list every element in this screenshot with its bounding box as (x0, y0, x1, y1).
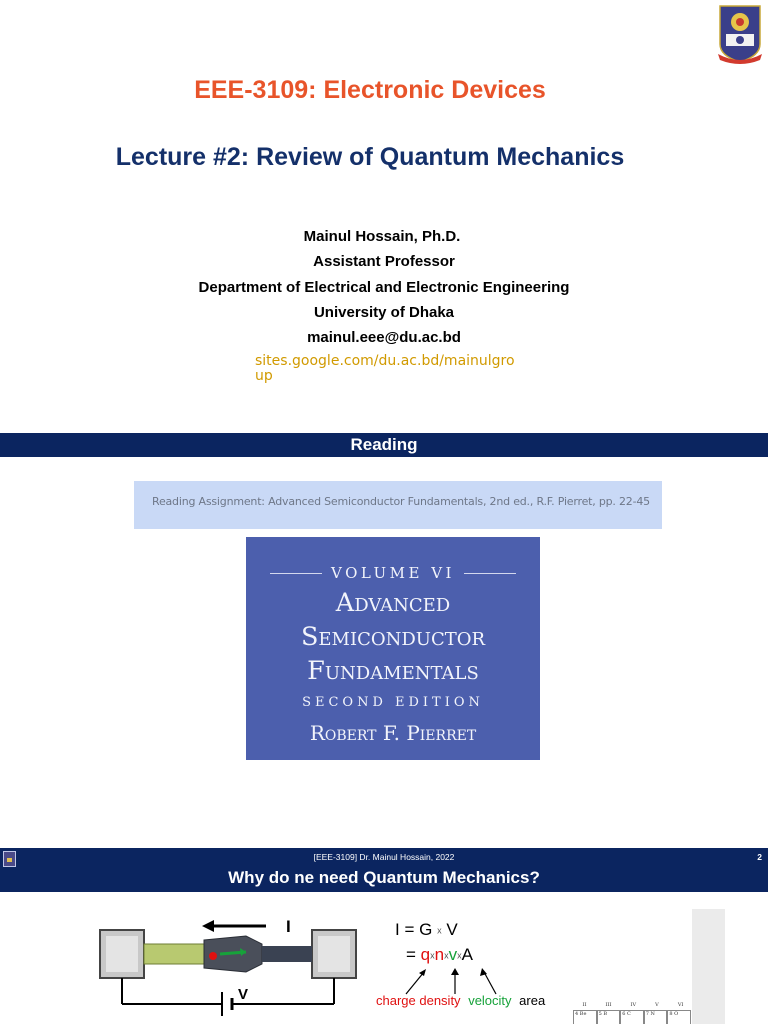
website-link[interactable]: sites.google.com/du.ac.bd/mainulgroup (255, 353, 515, 384)
eq-conductance: G (419, 920, 433, 939)
label-area: area (519, 993, 546, 1008)
page-number: 2 (757, 852, 762, 862)
author-name: Mainul Hossain, Ph.D. (303, 228, 461, 245)
book-title-line: Advanced (335, 588, 451, 618)
eq-area: A (461, 945, 473, 964)
reading-assignment-box (134, 481, 662, 529)
eq-equals: = (404, 920, 415, 939)
equation-arrows (400, 966, 510, 996)
group-label: IV (630, 1002, 637, 1008)
eq-equals: = (406, 945, 416, 964)
group-label: VI (677, 1002, 684, 1008)
book-edition: SECOND EDITION (302, 695, 484, 710)
book-volume-row (246, 564, 540, 584)
book-volume: VOLUME VI (331, 564, 455, 582)
label-velocity: velocity (468, 993, 512, 1008)
periodic-table-row (573, 1010, 691, 1024)
equation-line-1 (395, 920, 458, 940)
element-cell: 4 Be (573, 1011, 597, 1024)
eq-times: x (437, 925, 442, 936)
slide2-title: Why do ne need Quantum Mechanics? (228, 868, 540, 887)
eq-times: x (457, 950, 462, 961)
eq-voltage: V (446, 920, 458, 939)
author-email[interactable]: mainul.eee@du.ac.bd (307, 329, 461, 347)
eq-times: x (444, 950, 449, 961)
voltage-label: V (238, 986, 249, 1003)
element-cell: 5 B (597, 1011, 621, 1024)
group-label: III (605, 1002, 612, 1008)
side-image-panel (692, 909, 725, 1024)
element-cell: 6 C (620, 1011, 644, 1024)
book-title-line: Fundamentals (307, 656, 479, 686)
book-title-line: Semiconductor (300, 622, 486, 652)
lecture-title: Lecture #2: Review of Quantum Mechanics (115, 143, 625, 171)
periodic-table-groups (573, 1002, 693, 1008)
eq-current: I (395, 920, 400, 939)
course-title: EEE-3109: Electronic Devices (194, 76, 546, 104)
slide-footer: [EEE-3109] Dr. Mainul Hossain, 2022 (313, 852, 455, 862)
author-department: Department of Electrical and Electronic Engineering (198, 278, 570, 296)
author-position: Assistant Professor (313, 253, 455, 271)
eq-velocity: v (448, 945, 458, 964)
label-charge-density: charge density (376, 993, 461, 1008)
author-info (0, 227, 768, 353)
eq-charge: q (420, 945, 431, 964)
current-label: I (286, 917, 291, 936)
eq-times: x (430, 950, 435, 961)
book-author: Robert F. Pierret (309, 721, 477, 745)
author-university: University of Dhaka (313, 303, 455, 321)
nanowire-circuit-diagram (96, 912, 360, 1024)
equation-line-2 (406, 945, 473, 965)
element-cell: 8 O (667, 1011, 691, 1024)
group-label: II (582, 1002, 587, 1008)
equation-labels (376, 993, 549, 1008)
reading-assignment-text: Reading Assignment: Advanced Semiconductor Fundamentals, 2nd ed., R.F. Pierret, pp. 22-45 (152, 495, 650, 508)
slide2-header (0, 848, 768, 892)
book-cover-image (246, 537, 540, 760)
periodic-table-fragment (573, 1000, 693, 1024)
eq-density: n (434, 945, 445, 964)
group-label: V (655, 1002, 659, 1008)
university-crest-icon (716, 4, 764, 66)
reading-section-header: Reading (0, 433, 768, 457)
element-cell: 7 N (644, 1011, 668, 1024)
